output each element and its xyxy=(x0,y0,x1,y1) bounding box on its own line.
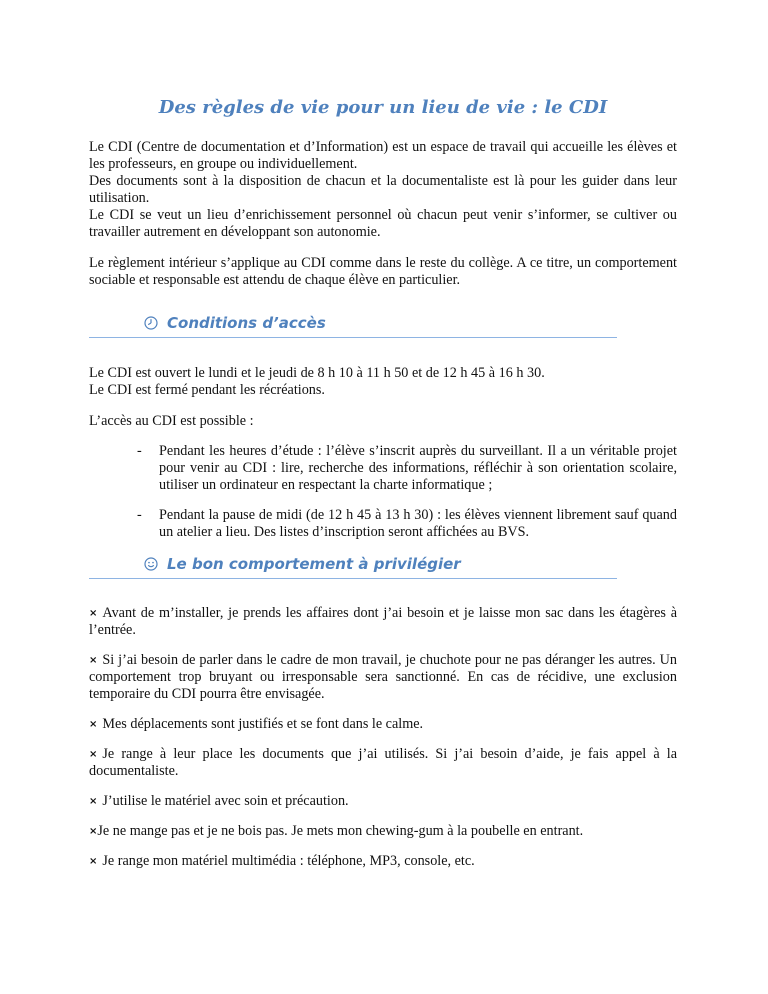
rule-item xyxy=(89,716,677,733)
intro-paragraph-4: Le règlement intérieur s’applique au CDI comme dans le reste du collège. A ce titre, un comportement sociable et responsable est attendu de chaque élève en particulier. xyxy=(89,255,677,288)
list-item-text: Pendant les heures d’étude : l’élève s’inscrit auprès du surveillant. Il a un véritable projet pour venir au CDI : lire, recherche des informations, réfléchir à son orientation scolaire, utiliser un ordinateur en respectant la charte informatique ; xyxy=(159,443,677,493)
list-item xyxy=(89,507,677,541)
rule-item xyxy=(89,853,677,870)
list-item-text: Pendant la pause de midi (de 12 h 45 à 13 h 30) : les élèves viennent librement sauf quand un atelier a lieu. Des listes d’inscription seront affichées au BVS. xyxy=(159,507,677,540)
section-heading-behavior xyxy=(89,554,617,579)
document-page xyxy=(89,96,677,870)
opening-hours-line-2: Le CDI est fermé pendant les récréations. xyxy=(89,382,325,398)
cross-bullet-icon: × xyxy=(89,749,98,760)
rule-text: Avant de m’installer, je prends les affaires dont j’ai besoin et je laisse mon sac dans les étagères à l’entrée. xyxy=(89,605,677,638)
rule-item xyxy=(89,605,677,639)
rule-item xyxy=(89,793,677,810)
cross-bullet-icon: × xyxy=(89,826,98,837)
intro-paragraph-1: Le CDI (Centre de documentation et d’Information) est un espace de travail qui accueille les élèves et les professeurs, en groupe ou individuellement. xyxy=(89,139,677,172)
intro-paragraph-2: Des documents sont à la disposition de chacun et la documentaliste est là pour les guider dans leur utilisation. xyxy=(89,173,677,206)
rule-text: Mes déplacements sont justifiés et se font dans le calme. xyxy=(102,716,424,732)
rule-text: Je ne mange pas et je ne bois pas. Je mets mon chewing-gum à la poubelle en entrant. xyxy=(97,823,584,839)
opening-hours xyxy=(89,365,677,399)
rule-item xyxy=(89,823,677,840)
section-heading-access xyxy=(89,313,617,338)
cross-bullet-icon: × xyxy=(89,655,98,666)
section-heading-access-label: Conditions d’accès xyxy=(167,314,326,332)
list-dash: - xyxy=(137,443,142,459)
cross-bullet-icon: × xyxy=(89,856,98,867)
rule-item xyxy=(89,652,677,703)
rule-text: Si j’ai besoin de parler dans le cadre de mon travail, je chuchote pour ne pas déranger les autres. Un comportement trop bruyant ou irresponsable sera sanctionné. En cas de récidive, une exclusion temporaire du CDI pourra être envisagée. xyxy=(89,652,677,702)
section-heading-behavior-label: Le bon comportement à privilégier xyxy=(167,555,461,573)
rule-text: Je range à leur place les documents que j’ai utilisés. Si j’ai besoin d’aide, je fais appel à la documentaliste. xyxy=(89,746,677,779)
rule-text: Je range mon matériel multimédia : téléphone, MP3, console, etc. xyxy=(102,853,475,869)
rule-item xyxy=(89,746,677,780)
page-title: Des règles de vie pour un lieu de vie : le CDI xyxy=(158,97,608,118)
access-list xyxy=(89,443,677,541)
access-intro: L’accès au CDI est possible : xyxy=(89,413,254,429)
list-item xyxy=(89,443,677,494)
smiley-icon xyxy=(144,556,158,570)
cross-bullet-icon: × xyxy=(89,608,98,619)
cross-bullet-icon: × xyxy=(89,796,98,807)
opening-hours-line-1: Le CDI est ouvert le lundi et le jeudi de 8 h 10 à 11 h 50 et de 12 h 45 à 16 h 30. xyxy=(89,365,545,381)
clock-icon xyxy=(144,315,158,329)
cross-bullet-icon: × xyxy=(89,719,98,730)
list-dash: - xyxy=(137,507,142,523)
intro-paragraph-3: Le CDI se veut un lieu d’enrichissement personnel où chacun peut venir s’informer, se cultiver ou travailler autrement en développant son autonomie. xyxy=(89,207,677,240)
rule-text: J’utilise le matériel avec soin et précaution. xyxy=(102,793,349,809)
